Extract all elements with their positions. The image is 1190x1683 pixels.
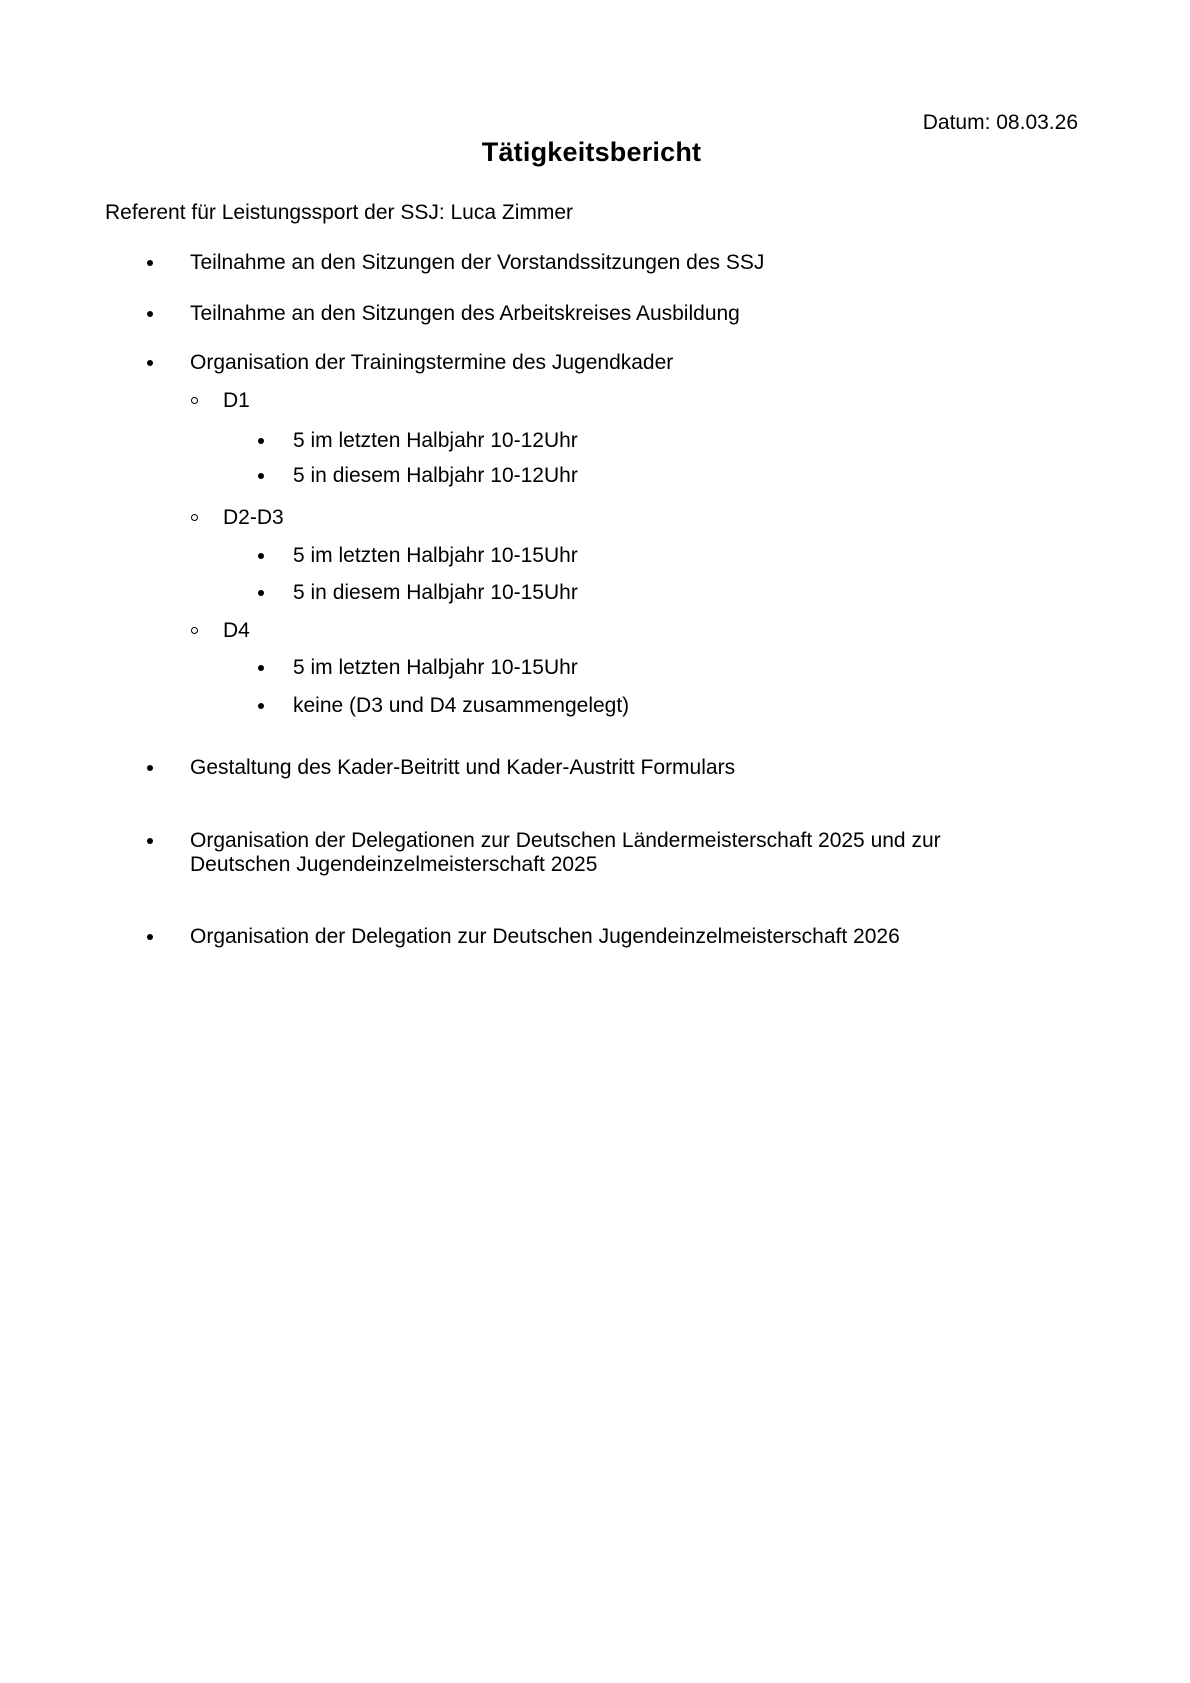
list-item-text: Organisation der Trainingstermine des Jugendkader <box>190 351 674 374</box>
list-item-text: 5 in diesem Halbjahr 10-12Uhr <box>293 464 578 487</box>
list-item <box>105 351 1078 375</box>
bullet-disc-icon <box>258 473 264 479</box>
list-item <box>105 619 1078 643</box>
bullet-disc-icon <box>258 703 264 709</box>
list-item-text: Teilnahme an den Sitzungen des Arbeitskreises Ausbildung <box>190 302 740 325</box>
list-item <box>105 656 1078 680</box>
list-item <box>105 389 1078 413</box>
list-item-text: Teilnahme an den Sitzungen der Vorstandssitzungen des SSJ <box>190 251 765 274</box>
bullet-circle-icon <box>191 514 198 521</box>
bullet-disc-icon <box>147 360 153 366</box>
list-item <box>105 302 1078 326</box>
list-item <box>105 829 1078 877</box>
list-item-text: D4 <box>223 619 250 642</box>
list-item-text: Organisation der Delegationen zur Deutschen Ländermeisterschaft 2025 und zur Deutschen Jugendeinzelmeisterschaft 2025 <box>190 829 941 876</box>
list-item <box>105 694 1078 718</box>
bullet-disc-icon <box>258 665 264 671</box>
bullet-disc-icon <box>147 934 153 940</box>
bullet-disc-icon <box>258 590 264 596</box>
list-item-text: 5 im letzten Halbjahr 10-15Uhr <box>293 544 578 567</box>
list-item <box>105 544 1078 568</box>
list-item <box>105 925 1078 949</box>
bullet-disc-icon <box>147 838 153 844</box>
list-item <box>105 251 1078 275</box>
list-item <box>105 506 1078 530</box>
bullet-circle-icon <box>191 627 198 634</box>
list-item-text: keine (D3 und D4 zusammengelegt) <box>293 694 630 717</box>
list-item-text: Organisation der Delegation zur Deutschen Jugendeinzelmeisterschaft 2026 <box>190 925 900 948</box>
bullet-disc-icon <box>258 438 264 444</box>
list-item-text: 5 im letzten Halbjahr 10-15Uhr <box>293 656 578 679</box>
bullet-disc-icon <box>147 260 153 266</box>
list-item <box>105 429 1078 453</box>
bullet-circle-icon <box>191 397 198 404</box>
page-title: Tätigkeitsbericht <box>481 137 702 167</box>
intro-line: Referent für Leistungssport der SSJ: Luca Zimmer <box>105 201 574 224</box>
list-item <box>105 464 1078 488</box>
date-line: Datum: 08.03.26 <box>922 111 1078 134</box>
list-item-text: D2-D3 <box>223 506 284 529</box>
list-item-text: Gestaltung des Kader-Beitritt und Kader-Austritt Formulars <box>190 756 736 779</box>
list-item <box>105 756 1078 780</box>
list-item-text: D1 <box>223 389 250 412</box>
list-item <box>105 581 1078 605</box>
bullet-disc-icon <box>147 765 153 771</box>
bullet-disc-icon <box>258 553 264 559</box>
bullet-disc-icon <box>147 311 153 317</box>
list-item-text: 5 im letzten Halbjahr 10-12Uhr <box>293 429 578 452</box>
list-item-text: 5 in diesem Halbjahr 10-15Uhr <box>293 581 578 604</box>
